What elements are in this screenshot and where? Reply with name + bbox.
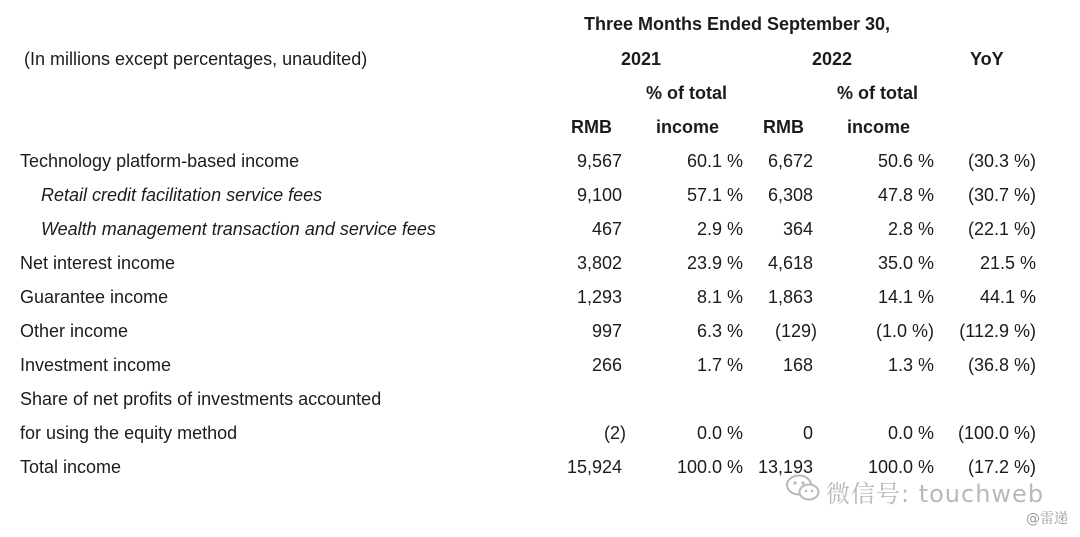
pct-2022-cell: 14.1 % [877, 287, 934, 307]
yoy-cell: 44.1 % [979, 287, 1036, 307]
pct-2022-cell: 50.6 % [877, 151, 934, 171]
pct-2022-cell: 35.0 % [877, 253, 934, 273]
pct-2022-cell: 47.8 % [877, 185, 934, 205]
rmb-2021-cell: 9,567 [576, 151, 622, 171]
rmb-2022-cell: 168 [782, 355, 813, 375]
pct-2022-cell: (1.0 %) [875, 321, 934, 341]
yoy-cell: (112.9 %) [959, 321, 1036, 341]
pct-2021-cell: 57.1 % [686, 185, 743, 205]
rmb-2021-cell: (2) [604, 423, 626, 443]
rmb-2021-cell: 467 [591, 219, 622, 239]
pct-2022-cell: 1.3 % [887, 355, 934, 375]
rmb-2022-header: RMB [763, 117, 804, 137]
pct-2022-cell: 100.0 % [867, 457, 934, 477]
rmb-2022-cell: 0 [802, 423, 813, 443]
yoy-cell: 21.5 % [979, 253, 1036, 273]
row-label: Other income [20, 321, 129, 341]
yoy-header: YoY [970, 49, 1004, 69]
pct-2021-cell: 6.3 % [696, 321, 743, 341]
watermark-text: 微信号: touchweb [826, 480, 1045, 508]
row-label-continuation: for using the equity method [20, 423, 238, 443]
row-label: Technology platform-based income [20, 151, 300, 171]
wechat-icon [786, 474, 820, 507]
yoy-cell: (30.7 %) [967, 185, 1036, 205]
rmb-2021-header: RMB [571, 117, 612, 137]
year-2021-header: 2021 [621, 49, 662, 69]
rmb-2022-cell: 6,308 [767, 185, 813, 205]
rmb-2021-cell: 1,293 [576, 287, 622, 307]
period-header: Three Months Ended September 30, [584, 14, 891, 34]
yoy-cell: (36.8 %) [967, 355, 1036, 375]
pct-2021-cell: 60.1 % [686, 151, 743, 171]
pct-2021-cell: 100.0 % [676, 457, 743, 477]
rmb-2022-cell: 364 [782, 219, 813, 239]
row-label: Total income [20, 457, 122, 477]
pct-2021-header-line1: % of total [646, 83, 727, 103]
units-note: (In millions except percentages, unaudited) [24, 49, 368, 69]
row-label: Retail credit facilitation service fees [41, 185, 323, 205]
year-2022-header: 2022 [812, 49, 853, 69]
yoy-cell: (30.3 %) [967, 151, 1036, 171]
pct-2021-cell: 2.9 % [696, 219, 743, 239]
pct-2022-header-line2: income [847, 117, 911, 137]
pct-2022-cell: 0.0 % [887, 423, 934, 443]
pct-2021-cell: 8.1 % [696, 287, 743, 307]
watermark [786, 468, 1076, 532]
row-label: Guarantee income [20, 287, 169, 307]
rmb-2021-cell: 266 [591, 355, 622, 375]
row-label: Share of net profits of investments accounted [20, 389, 382, 409]
yoy-cell: (22.1 %) [967, 219, 1036, 239]
rmb-2022-cell: 6,672 [767, 151, 813, 171]
rmb-2021-cell: 9,100 [576, 185, 622, 205]
rmb-2021-cell: 997 [591, 321, 622, 341]
rmb-2022-cell: (129) [774, 321, 817, 341]
pct-2021-header-line2: income [656, 117, 720, 137]
rmb-2021-cell: 15,924 [566, 457, 622, 477]
pct-2021-cell: 0.0 % [696, 423, 743, 443]
row-label: Investment income [20, 355, 172, 375]
rmb-2021-cell: 3,802 [576, 253, 622, 273]
watermark-handle: @雷递 [1026, 511, 1068, 527]
pct-2021-cell: 1.7 % [696, 355, 743, 375]
rmb-2022-cell: 4,618 [767, 253, 813, 273]
rmb-2022-cell: 13,193 [757, 457, 813, 477]
pct-2022-header-line1: % of total [837, 83, 918, 103]
yoy-cell: (100.0 %) [957, 423, 1036, 443]
yoy-cell: (17.2 %) [967, 457, 1036, 477]
row-label: Wealth management transaction and service fees [41, 219, 436, 239]
pct-2021-cell: 23.9 % [686, 253, 743, 273]
pct-2022-cell: 2.8 % [887, 219, 934, 239]
row-label: Net interest income [20, 253, 176, 273]
rmb-2022-cell: 1,863 [767, 287, 813, 307]
